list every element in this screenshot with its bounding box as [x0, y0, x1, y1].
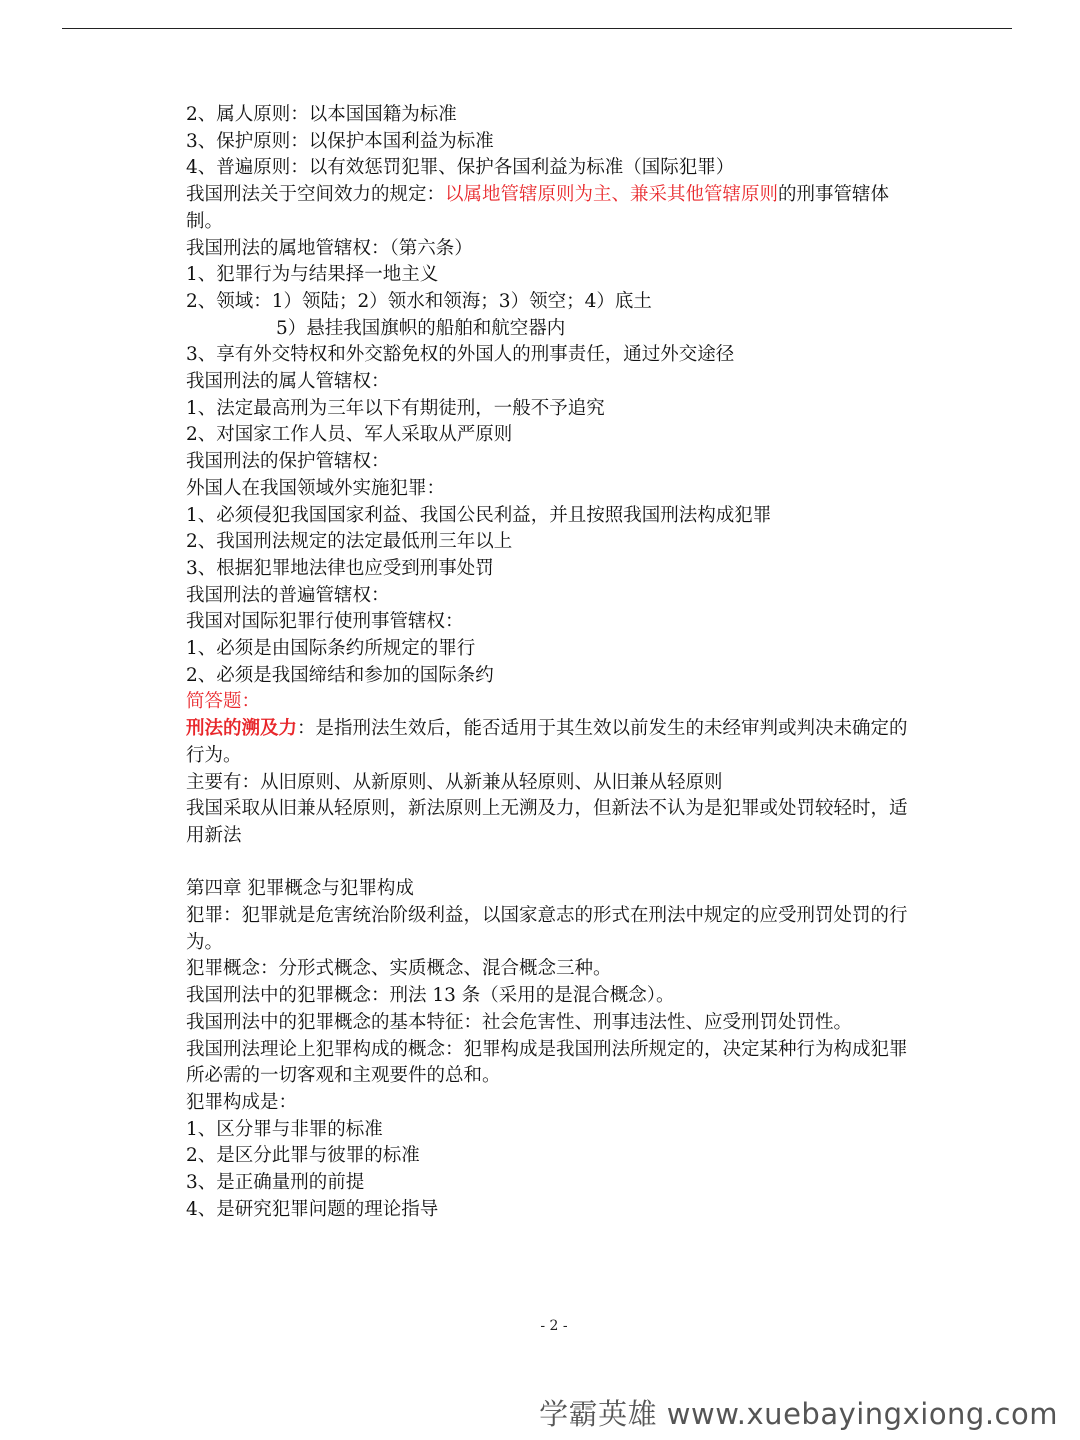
text-line — [186, 182, 916, 235]
text-line: 4、是研究犯罪问题的理论指导 — [186, 1198, 439, 1220]
text-line: 5）悬挂我国旗帜的船舶和航空器内 — [276, 317, 566, 339]
text-line: 犯罪：犯罪就是危害统治阶级利益，以国家意志的形式在刑法中规定的应受刑罚处罚的行为。 — [186, 905, 908, 953]
text-line: 我国对国际犯罪行使刑事管辖权： — [186, 611, 464, 633]
text-line: 我国采取从旧兼从轻原则，新法原则上无溯及力，但新法不认为是犯罪或处罚较轻时，适用新法 — [186, 798, 908, 846]
text-line: 3、保护原则：以保护本国利益为标准 — [186, 130, 494, 152]
section-heading: 我国刑法的保护管辖权： — [186, 451, 390, 473]
text-line: 主要有：从旧原则、从新原则、从新兼从轻原则、从旧兼从轻原则 — [186, 771, 723, 793]
highlight-text: 刑法的溯及力 — [186, 718, 298, 740]
text-line: 2、必须是我国缔结和参加的国际条约 — [186, 664, 494, 686]
highlight-text: 以属地管辖原则为主、兼采其他管辖原则 — [445, 184, 779, 206]
text-span: 我国刑法关于空间效力的规定： — [186, 184, 446, 206]
text-line: 2、是区分此罪与彼罪的标准 — [186, 1145, 420, 1167]
watermark: 学霸英雄 www.xuebayingxiong.com — [539, 1397, 1058, 1431]
document-body — [186, 102, 916, 1224]
text-line: 我国刑法中的犯罪概念：刑法 13 条（采用的是混合概念）。 — [186, 985, 675, 1007]
blank-line — [186, 850, 916, 877]
text-span: ：是指刑法生效后，能否适用于其生效以前发生的未经审判或判决未确定的行为。 — [186, 718, 908, 766]
text-line: 2、属人原则：以本国国籍为标准 — [186, 104, 457, 125]
text-line: 我国刑法理论上犯罪构成的概念：犯罪构成是我国刑法所规定的，决定某种行为构成犯罪所必需的一切客观和主观要件的总和。 — [186, 1038, 908, 1087]
text-line: 2、我国刑法规定的法定最低刑三年以上 — [186, 531, 513, 553]
text-line: 1、区分罪与非罪的标准 — [186, 1118, 383, 1140]
text-line: 1、必须是由国际条约所规定的罪行 — [186, 638, 476, 660]
section-heading: 我国刑法的属地管辖权：（第六条） — [186, 237, 473, 259]
text-line: 3、是正确量刑的前提 — [186, 1172, 365, 1194]
text-line — [186, 716, 916, 769]
text-line: 犯罪概念：分形式概念、实质概念、混合概念三种。 — [186, 958, 612, 980]
page-number: - 2 - — [540, 1318, 568, 1334]
section-heading: 简答题： — [186, 691, 261, 713]
text-line: 4、普遍原则：以有效惩罚犯罪、保护各国利益为标准（国际犯罪） — [186, 157, 735, 179]
text-line: 1、必须侵犯我国国家利益、我国公民利益，并且按照我国刑法构成犯罪 — [186, 504, 772, 526]
chapter-title: 第四章 犯罪概念与犯罪构成 — [186, 878, 414, 900]
text-line: 3、享有外交特权和外交豁免权的外国人的刑事责任，通过外交途径 — [186, 344, 735, 366]
text-line: 1、犯罪行为与结果择一地主义 — [186, 264, 439, 286]
section-heading: 我国刑法的属人管辖权： — [186, 371, 390, 393]
header-rule — [62, 28, 1012, 29]
text-line: 1、法定最高刑为三年以下有期徒刑，一般不予追究 — [186, 397, 605, 419]
text-line: 2、对国家工作人员、军人采取从严原则 — [186, 424, 513, 446]
text-line: 3、根据犯罪地法律也应受到刑事处罚 — [186, 557, 494, 579]
text-line: 犯罪构成是： — [186, 1092, 298, 1113]
text-span: 的刑事管辖体制。 — [186, 184, 890, 232]
text-line: 2、领域：1）领陆；2）领水和领海；3）领空；4）底土 — [186, 290, 652, 312]
text-line: 我国刑法中的犯罪概念的基本特征：社会危害性、刑事违法性、应受刑罚处罚性。 — [186, 1011, 853, 1033]
text-line: 外国人在我国领域外实施犯罪： — [186, 477, 446, 499]
section-heading: 我国刑法的普遍管辖权： — [186, 584, 390, 606]
